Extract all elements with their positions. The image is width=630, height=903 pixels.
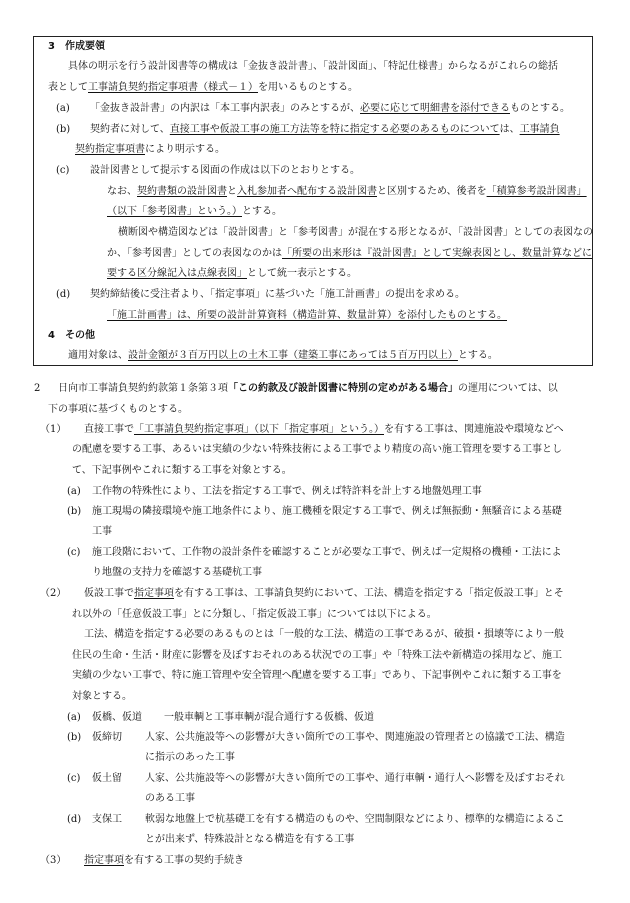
item-2b-label: (b) xyxy=(67,732,82,743)
item-b-label: (b) xyxy=(56,124,71,135)
section-4-title: 4 その他 xyxy=(48,330,95,341)
item-3-label: （3） xyxy=(40,855,67,866)
item-3-text: 指定事項を有する工事の契約手続き xyxy=(84,855,244,866)
item-c-text-line-1: 設計図書として提示する図面の作成は以下のとおりとする。 xyxy=(90,165,360,176)
s3-paragraph-line-2: 表として工事請負契約指定事項書（様式－１）を用いるものとする。 xyxy=(48,82,358,93)
item-2d-term: 支保工 xyxy=(92,814,122,825)
section-3-title: 3 作成要領 xyxy=(48,41,105,52)
item-1-line-3: て、下記事例やこれに類する工事を対象とする。 xyxy=(72,465,292,476)
item-c-text-line-5: か、「参考図書」としての表図なのかは「所要の出来形は『設計図書』として実線表図とし、数量計算などに xyxy=(107,248,592,259)
item-2d-label: (d) xyxy=(67,814,82,825)
item-1-line-1: 直接工事で「工事請負契約指定事項」（以下「指定事項」という。）を有する工事は、関連施設や環境などへ xyxy=(84,424,564,435)
item-1b-line-1: 施工現場の隣接環境や施工地条件により、施工機種を限定する工事で、例えば無振動・無騒音による基礎 xyxy=(92,506,562,517)
item-c-text-line-3: （以下「参考図書」という。）とする。 xyxy=(107,206,282,217)
item-1a-label: (a) xyxy=(67,486,81,497)
item-1b-line-2: 工事 xyxy=(92,526,112,537)
item-2d-line-2: とが出来ず、特殊設計となる構造を有する工事 xyxy=(145,834,355,845)
item-1a-text: 工作物の特殊性により、工法を指定する工事で、例えば特許料を計上する地盤処理工事 xyxy=(92,486,482,497)
item-2-line-4: 住民の生命・生活・財産に影響を及ぼすおそれのある状況での工事」や「特殊工法や新構造の採用など、施工 xyxy=(72,650,562,661)
item-b-text-line-2: 契約指定事項書により明示する。 xyxy=(75,144,225,155)
item-2-line-5: 実績の少ない工事で、特に施工管理や安全管理へ配慮を要する工事」であり、下記事例やこれに類する工事を xyxy=(72,670,562,681)
item-2a-label: (a) xyxy=(67,712,81,723)
s3-paragraph-line-1: 具体の明示を行う設計図書等の構成は「金抜き設計書」、「設計図面」、「特記仕様書」からなるがこれらの総括 xyxy=(68,61,558,72)
item-2-line-2: れ以外の「任意仮設工事」とに分類し、「指定仮設工事」については以下による。 xyxy=(72,609,437,620)
item-c-label: (c) xyxy=(56,165,70,176)
item-a-label: (a) xyxy=(56,103,70,114)
item-d-text-line-2: 「施工計画書」は、所要の設計計算資料（構造計算、数量計算）を添付したものとする。 xyxy=(107,310,507,321)
item-d-text-line-1: 契約締結後に受注者より、「指定事項」に基づいた「施工計画書」の提出を求める。 xyxy=(90,289,465,300)
item-c-text-line-4: 横断図や構造図などは「設計図書」と「参考図書」が混在する形となるが、「設計図書」としての表図なの xyxy=(118,227,593,238)
item-2-line-1: 仮設工事で指定事項を有する工事は、工事請負契約において、工法、構造を指定する「指定仮設工事」とそ xyxy=(84,588,564,599)
item-2-line-3: 工法、構造を指定する必要のあるものとは「一般的な工法、構造の工事であるが、破損・損壊等により一般 xyxy=(84,629,564,640)
item-1c-label: (c) xyxy=(67,547,81,558)
item-2c-label: (c) xyxy=(67,773,81,784)
item-1-label: （1） xyxy=(40,424,67,435)
item-b-text-line-1: 契約者に対して、直接工事や仮設工事の施工方法等を特に指定する必要のあるものについては、工事請負 xyxy=(90,124,560,135)
item-2c-line-2: のある工事 xyxy=(145,793,195,804)
p2-line-1: 日向市工事請負契約約款第１条第３項「この約款及び設計図書に特別の定めがある場合」の運用については、以 xyxy=(58,383,558,394)
item-2a-term: 仮橋、仮道 xyxy=(92,712,142,723)
item-2c-line-1: 人家、公共施設等への影響が大きい箇所での工事や、通行車輌・通行人へ影響を及ぼすおそれ xyxy=(145,773,565,784)
p2-number: 2 xyxy=(34,383,41,394)
item-2-line-6: 対象とする。 xyxy=(72,691,132,702)
item-2c-term: 仮土留 xyxy=(92,773,122,784)
item-d-label: (d) xyxy=(56,289,71,300)
item-a-text: 「金抜き設計書」の内訳は「本工事内訳表」のみとするが、必要に応じて明細書を添付できるものとする。 xyxy=(90,103,570,114)
item-2d-line-1: 軟弱な地盤上で杭基礎工を有する構造のものや、空間制限などにより、標準的な構造によるこ xyxy=(145,814,565,825)
p2-line-2: 下の事項に基づくものとする。 xyxy=(48,404,188,415)
item-2a-text: 一般車輌と工事車輌が混合通行する仮橋、仮道 xyxy=(164,712,374,723)
item-2b-term: 仮締切 xyxy=(92,732,122,743)
item-1c-line-2: り地盤の支持力を確認する基礎杭工事 xyxy=(92,567,262,578)
item-1b-label: (b) xyxy=(67,506,82,517)
item-2b-line-1: 人家、公共施設等への影響が大きい箇所での工事や、関連施設の管理者との協議で工法、構造 xyxy=(145,732,565,743)
item-1-line-2: の配慮を要する工事、あるいは実績の少ない特殊技術による工事でより精度の高い施工管理を要する工事とし xyxy=(72,444,562,455)
item-1c-line-1: 施工段階において、工作物の設計条件を確認することが必要な工事で、例えば一定規格の機種・工法によ xyxy=(92,547,562,558)
s4-paragraph: 適用対象は、設計金額が３百万円以上の土木工事（建築工事にあっては５百万円以上）とする。 xyxy=(68,350,498,361)
item-c-text-line-2: なお、契約書類の設計図書と入札参加者へ配布する設計図書と区別するため、後者を「積算参考設計図書」 xyxy=(107,186,587,197)
item-2-label: （2） xyxy=(40,588,67,599)
item-c-text-line-6: 要する区分線記入は点線表図」として統一表示とする。 xyxy=(107,268,357,279)
item-2b-line-2: に指示のあった工事 xyxy=(145,752,235,763)
